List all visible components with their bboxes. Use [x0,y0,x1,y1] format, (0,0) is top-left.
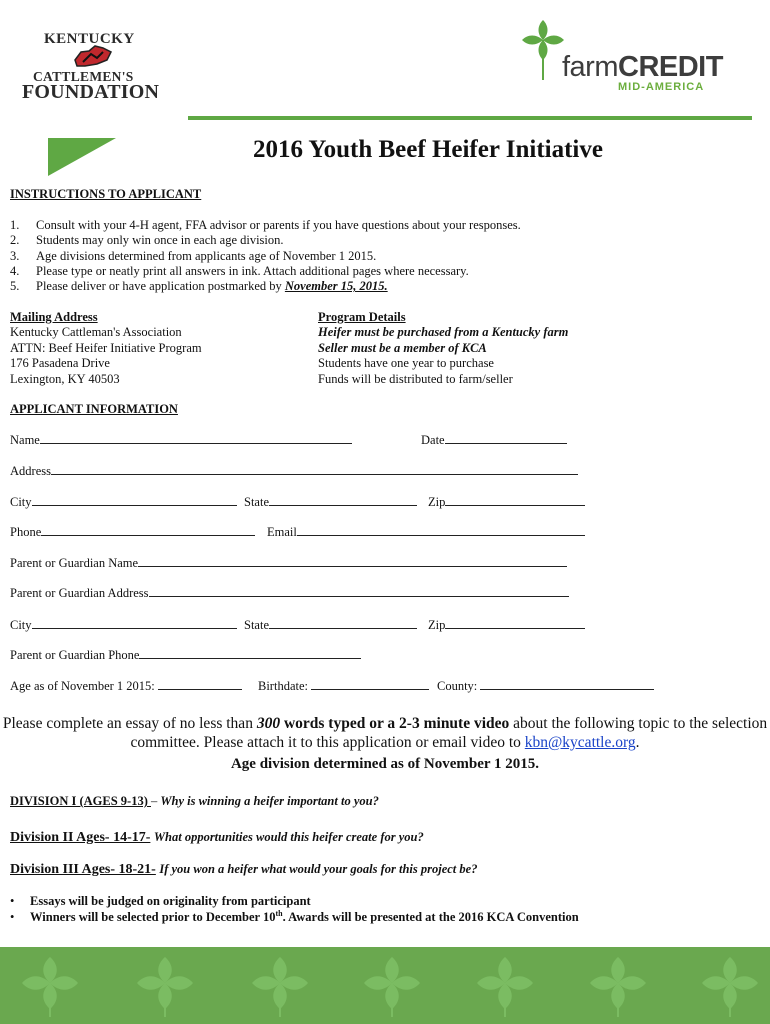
instructions-heading: INSTRUCTIONS TO APPLICANT [10,187,202,201]
instruction-item: 2. Students may only win once in each age division. [10,233,284,248]
farm-credit-subtitle: MID-AMERICA [618,81,705,93]
instruction-item: 4. Please type or neatly print all answers in ink. Attach additional pages where necessary. [10,263,469,278]
mailing-address-line: ATTN: Beef Heifer Initiative Program [10,340,202,355]
phone-field[interactable]: Phone [10,524,255,540]
date-field[interactable]: Date [421,432,567,448]
deadline-date: November 15, 2015. [284,279,388,294]
essay-instructions: Please complete an essay of no less than 300 words typed or a 2-3 minute video about the following topic to the selection committee. Please attach it to this application or email video to kbn@kycattle.org. [2,715,768,751]
division-1-question: Why is winning a heifer important to you? [160,794,379,808]
note-item: • Winners will be selected prior to December 10th. Awards will be presented at the 2016 KCA Convention [10,909,750,925]
mailing-address-line: 176 Pasadena Drive [10,356,110,371]
guardian-state-field[interactable]: State [244,617,417,633]
email-field[interactable]: Email [267,524,585,540]
footer-leaf-band [0,947,770,1024]
division-2-question: What opportunities would this heifer create for you? [153,830,424,844]
farm-credit-logo [518,18,723,98]
mailing-address-heading: Mailing Address [10,310,98,324]
division-3-question: If you won a heifer what would your goals for this project be? [159,862,478,876]
birthdate-field[interactable]: Birthdate: [258,678,429,694]
guardian-name-field[interactable]: Parent or Guardian Name [10,555,567,571]
instructions-list [10,218,610,294]
farm-credit-wordmark: farmCREDIT [562,51,723,83]
kentucky-cattlemens-foundation-logo [18,28,158,102]
name-field[interactable]: Name [10,432,352,448]
instruction-item: 3. Age divisions determined from applicants age of November 1 2015. [10,248,377,263]
guardian-phone-field[interactable]: Parent or Guardian Phone [10,647,361,663]
mailing-address-line: Kentucky Cattleman's Association [10,325,182,340]
instruction-item: 1. Consult with your 4-H agent, FFA advisor or parents if you have questions about your responses. [10,218,521,232]
mailing-address-block [10,310,290,387]
division-2-prompt [10,830,424,846]
program-details-heading: Program Details [318,310,406,324]
guardian-zip-field[interactable]: Zip [428,617,585,633]
notes-list [10,893,750,925]
division-3-label: Division III Ages- 18-21- [10,862,156,877]
age-field[interactable]: Age as of November 1 2015: [10,678,242,694]
program-detail-emphasis: Heifer must be purchased from a Kentucky farm [318,325,569,340]
age-division-note: Age division determined as of November 1 2015. [230,756,540,772]
logo-line-1: KENTUCKY [44,31,135,47]
applicant-info-heading: APPLICANT INFORMATION [10,402,178,416]
program-detail-line: Funds will be distributed to farm/seller [318,371,513,386]
address-field[interactable]: Address [10,463,578,479]
program-detail-emphasis: Seller must be a member of KCA [318,340,487,355]
contact-email-link[interactable]: kbn@kycattle.org [524,734,636,751]
logo-line-3: FOUNDATION [22,81,160,103]
note-item: • Essays will be judged on originality from participant [10,893,750,909]
header-divider [188,116,752,120]
city-field[interactable]: City [10,494,237,510]
zip-field[interactable]: Zip [428,494,585,510]
program-detail-line: Students have one year to purchase [318,356,494,371]
county-field[interactable]: County: [437,678,654,694]
farm-credit-leaf-icon [518,18,568,82]
state-field[interactable]: State [244,494,417,510]
leaf-pattern [0,947,770,1024]
mailing-address-line: Lexington, KY 40503 [10,371,120,386]
instruction-item: 5. Please deliver or have application postmarked by November 15, 2015. [10,279,388,294]
logo-line-2: CATTLEMEN'S [33,69,134,84]
kentucky-state-icon [73,42,113,72]
division-2-label: Division II Ages- 14-17- [10,830,151,845]
program-details-block [318,310,718,387]
division-1-label: DIVISION I (AGES 9-13) [10,794,151,808]
division-1-prompt: DIVISION I (AGES 9-13) – Why is winning a heifer important to you? [10,794,379,808]
guardian-city-field[interactable]: City [10,617,237,633]
division-3-prompt [10,862,477,878]
page-title: 2016 Youth Beef Heifer Initiative [253,136,603,163]
guardian-address-field[interactable]: Parent or Guardian Address [10,585,569,601]
